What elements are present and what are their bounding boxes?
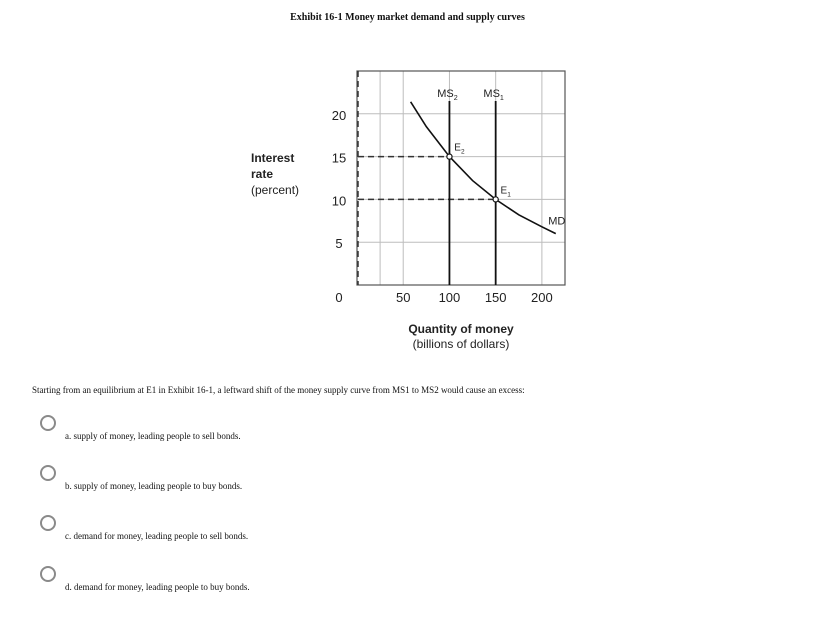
y-tick-label-0: 0 <box>335 290 343 305</box>
x-tick-label-50: 50 <box>395 290 411 305</box>
demand-curve-md <box>411 102 556 234</box>
x-axis-sublabel: (billions of dollars) <box>412 337 510 351</box>
option-d[interactable] <box>40 566 250 592</box>
option-c-label: c. demand for money, leading people to sell bonds. <box>65 531 249 541</box>
option-a-label: a. supply of money, leading people to sell bonds. <box>65 431 241 441</box>
y-tick-label-5: 5 <box>335 236 343 252</box>
option-a[interactable] <box>40 415 241 441</box>
option-b-label: b. supply of money, leading people to buy bonds. <box>65 481 243 491</box>
equilibrium-label-e2: $E_2$ <box>454 142 465 156</box>
option-d-label: d. demand for money, leading people to buy bonds. <box>65 582 250 592</box>
x-tick-label-200: 200 <box>531 290 553 305</box>
exhibit-title: Exhibit 16-1 Money market demand and supply curves <box>290 12 525 23</box>
plot-frame <box>357 71 565 285</box>
supply-label-ms2: $MS_2$ <box>437 88 458 102</box>
y-axis-label-line-3: (percent) <box>251 183 300 197</box>
y-tick-label-15: 15 <box>331 150 347 166</box>
radio-button-d[interactable] <box>40 566 56 582</box>
y-tick-label-10: 10 <box>331 193 347 209</box>
supply-label-ms1: $MS_1$ <box>483 88 504 102</box>
equilibrium-label-e1: $E_1$ <box>500 185 511 199</box>
x-tick-label-150: 150 <box>484 290 507 305</box>
radio-button-a[interactable] <box>40 415 56 431</box>
equilibrium-point-e2 <box>447 154 452 159</box>
y-axis-label-line-2: rate <box>251 167 274 181</box>
radio-button-b[interactable] <box>40 465 56 481</box>
option-c[interactable] <box>40 515 248 541</box>
x-tick-label-100: 100 <box>438 290 461 305</box>
question-text: Starting from an equilibrium at E1 in Exhibit 16-1, a leftward shift of the money supply curve from MS1 to MS2 would cause an excess: <box>32 385 525 395</box>
y-axis-label-line-1: Interest <box>251 151 295 165</box>
x-axis-label: Quantity of money <box>408 322 514 336</box>
radio-button-c[interactable] <box>40 515 56 531</box>
y-tick-label-20: 20 <box>331 107 347 123</box>
option-b[interactable] <box>40 465 242 491</box>
demand-curve-label: MD <box>548 215 566 228</box>
equilibrium-point-e1 <box>493 197 498 202</box>
